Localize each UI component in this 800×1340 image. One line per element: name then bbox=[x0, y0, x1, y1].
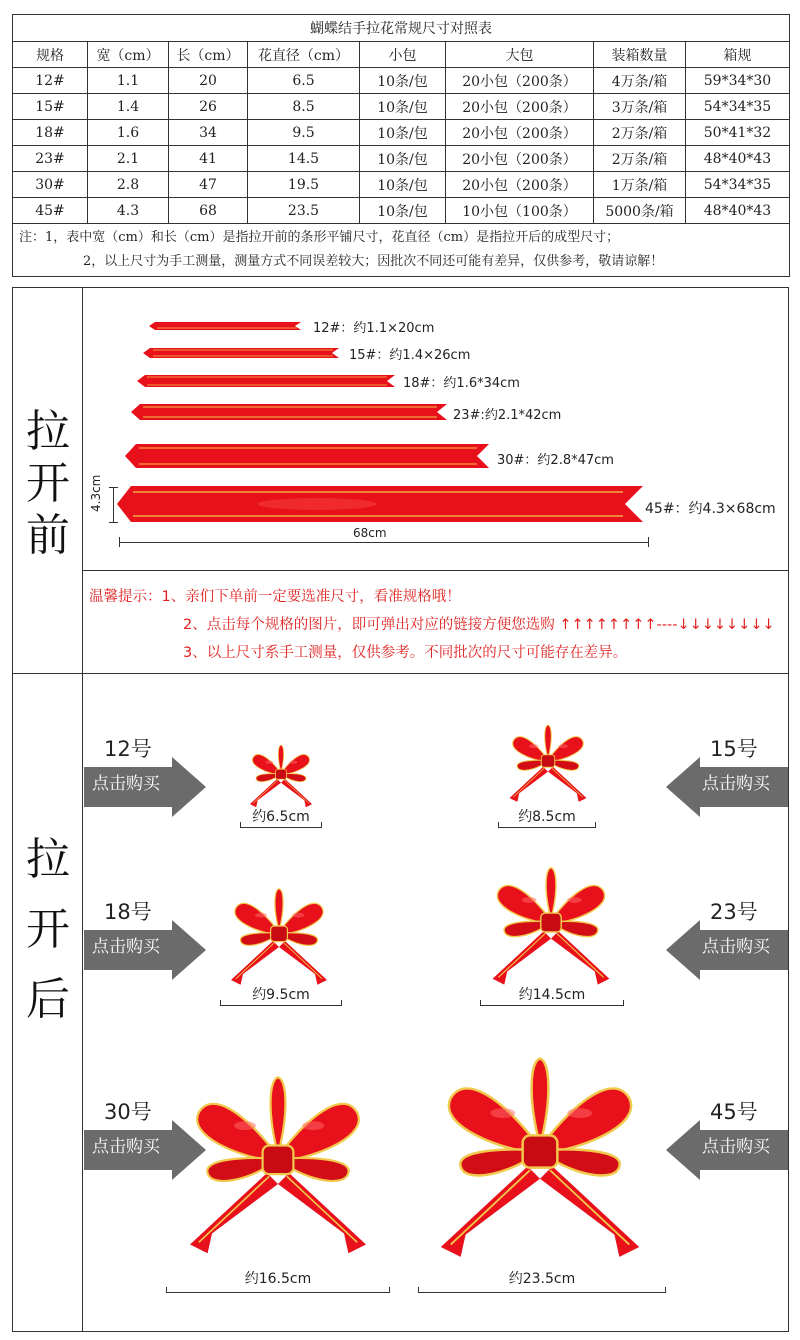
before-side-column bbox=[13, 288, 83, 673]
table-cell: 18# bbox=[13, 120, 88, 146]
table-cell: 1.6 bbox=[88, 120, 169, 146]
table-cell: 8.5 bbox=[248, 94, 360, 120]
tip-1: 温馨提示：1、亲们下单前一定要选准尺寸，看准规格哦！ bbox=[89, 589, 461, 605]
bow-18-image[interactable] bbox=[218, 884, 340, 986]
length-dim-cap bbox=[648, 537, 649, 547]
table-cell: 14.5 bbox=[248, 146, 360, 172]
after-title-char-3: 后 bbox=[26, 974, 70, 1025]
table-row bbox=[13, 146, 790, 172]
before-title-char-2: 开 bbox=[26, 458, 70, 509]
bow-23-image[interactable] bbox=[478, 858, 624, 990]
bow-45-image[interactable] bbox=[416, 1042, 664, 1266]
size-number: 18号 bbox=[104, 900, 152, 924]
ribbon-23-label: 23#:约2.1*42cm bbox=[453, 408, 562, 423]
ribbon-45-label: 45#：约4.3×68cm bbox=[645, 501, 776, 517]
bow-30-image[interactable] bbox=[168, 1068, 388, 1256]
before-panel bbox=[12, 287, 789, 674]
table-cell: 10条/包 bbox=[360, 94, 446, 120]
table-note bbox=[13, 224, 790, 277]
header-cell: 装箱数量 bbox=[594, 42, 686, 68]
header-cell: 小包 bbox=[360, 42, 446, 68]
table-cell: 10条/包 bbox=[360, 172, 446, 198]
table-cell: 54*34*35 bbox=[686, 94, 790, 120]
table-cell: 10条/包 bbox=[360, 146, 446, 172]
table-cell: 48*40*43 bbox=[686, 146, 790, 172]
before-divider bbox=[83, 570, 788, 571]
table-cell: 20小包（200条） bbox=[446, 68, 594, 94]
ribbon-12[interactable] bbox=[149, 320, 301, 332]
table-cell: 1.1 bbox=[88, 68, 169, 94]
buy-button-45[interactable] bbox=[664, 1096, 788, 1170]
length-dim-line bbox=[119, 542, 649, 543]
buy-button-15[interactable] bbox=[664, 733, 788, 807]
table-cell: 45# bbox=[13, 198, 88, 224]
width-dim-cap bbox=[109, 522, 118, 523]
table-cell: 10条/包 bbox=[360, 68, 446, 94]
table-body bbox=[13, 68, 790, 224]
table-cell: 1万条/箱 bbox=[594, 172, 686, 198]
bow-18-dim: 约9.5cm bbox=[252, 987, 310, 1003]
bow-12-image[interactable] bbox=[242, 742, 320, 808]
tip-2: 2、点击每个规格的图片，即可弹出对应的链接方便您选购 ↑↑↑↑↑↑↑↑----↓↓↓↓↓↓↓↓ bbox=[183, 617, 775, 633]
table-cell: 20小包（200条） bbox=[446, 120, 594, 146]
table-cell: 20 bbox=[169, 68, 248, 94]
ribbon-15-label: 15#：约1.4×26cm bbox=[349, 348, 471, 363]
table-cell: 23# bbox=[13, 146, 88, 172]
table-cell: 12# bbox=[13, 68, 88, 94]
table-cell: 20小包（200条） bbox=[446, 94, 594, 120]
table-header-row bbox=[13, 42, 790, 68]
table-row bbox=[13, 198, 790, 224]
table-cell: 6.5 bbox=[248, 68, 360, 94]
table-row bbox=[13, 68, 790, 94]
table-cell: 48*40*43 bbox=[686, 198, 790, 224]
table-cell: 10条/包 bbox=[360, 198, 446, 224]
bow-15-dim: 约8.5cm bbox=[518, 809, 576, 825]
table-caption: 蝴蝶结手拉花常规尺寸对照表 bbox=[13, 15, 790, 42]
table-cell: 4.3 bbox=[88, 198, 169, 224]
table-cell: 2.1 bbox=[88, 146, 169, 172]
table-row bbox=[13, 120, 790, 146]
buy-label: 点击购买 bbox=[92, 774, 160, 794]
bow-12-dim: 约6.5cm bbox=[252, 809, 310, 825]
table-cell: 15# bbox=[13, 94, 88, 120]
size-number: 45号 bbox=[710, 1100, 758, 1124]
size-number: 15号 bbox=[710, 737, 758, 761]
buy-label: 点击购买 bbox=[92, 937, 160, 957]
buy-label: 点击购买 bbox=[702, 937, 770, 957]
ribbon-12-label: 12#：约1.1×20cm bbox=[313, 321, 435, 336]
width-dim-line bbox=[113, 487, 114, 523]
size-number: 23号 bbox=[710, 900, 758, 924]
before-title-char-3: 前 bbox=[26, 510, 70, 561]
length-dim-label: 68cm bbox=[353, 526, 387, 540]
header-cell: 大包 bbox=[446, 42, 594, 68]
table-cell: 4万条/箱 bbox=[594, 68, 686, 94]
table-cell: 2万条/箱 bbox=[594, 120, 686, 146]
table-cell: 2.8 bbox=[88, 172, 169, 198]
size-table bbox=[12, 14, 790, 277]
table-cell: 20小包（200条） bbox=[446, 172, 594, 198]
bow-45-dim: 约23.5cm bbox=[508, 1271, 576, 1287]
ribbon-18-label: 18#：约1.6*34cm bbox=[403, 376, 520, 391]
table-cell: 5000条/箱 bbox=[594, 198, 686, 224]
table-cell: 23.5 bbox=[248, 198, 360, 224]
table-cell: 26 bbox=[169, 94, 248, 120]
header-cell: 箱规 bbox=[686, 42, 790, 68]
ribbon-30-label: 30#：约2.8*47cm bbox=[497, 453, 614, 468]
table-cell: 34 bbox=[169, 120, 248, 146]
length-dim-cap bbox=[119, 537, 120, 547]
after-side-column bbox=[13, 674, 83, 1331]
header-cell: 规格 bbox=[13, 42, 88, 68]
buy-label: 点击购买 bbox=[702, 774, 770, 794]
table-row bbox=[13, 94, 790, 120]
width-dim-label: 4.3cm bbox=[89, 474, 103, 512]
header-cell: 花直径（cm） bbox=[248, 42, 360, 68]
note-line-1: 注：1，表中宽（cm）和长（cm）是指拉开前的条形平铺尺寸，花直径（cm）是指拉开后的成型尺寸； bbox=[19, 230, 620, 245]
table-cell: 59*34*30 bbox=[686, 68, 790, 94]
table-cell: 1.4 bbox=[88, 94, 169, 120]
ribbon-15[interactable] bbox=[143, 346, 339, 360]
size-number: 12号 bbox=[104, 737, 152, 761]
table-cell: 50*41*32 bbox=[686, 120, 790, 146]
size-number: 30号 bbox=[104, 1100, 152, 1124]
header-cell: 长（cm） bbox=[169, 42, 248, 68]
buy-label: 点击购买 bbox=[92, 1137, 160, 1157]
table-cell: 19.5 bbox=[248, 172, 360, 198]
table-cell: 3万条/箱 bbox=[594, 94, 686, 120]
table-cell: 10条/包 bbox=[360, 120, 446, 146]
table-cell: 30# bbox=[13, 172, 88, 198]
buy-button-12[interactable] bbox=[84, 733, 208, 807]
tips-block bbox=[89, 583, 775, 667]
after-title-char-1: 拉 bbox=[26, 834, 70, 885]
table-cell: 68 bbox=[169, 198, 248, 224]
buy-button-18[interactable] bbox=[84, 896, 208, 970]
ribbon-23[interactable] bbox=[131, 402, 447, 422]
table-cell: 10小包（100条） bbox=[446, 198, 594, 224]
ribbon-45[interactable] bbox=[117, 484, 643, 524]
bow-15-image[interactable] bbox=[500, 720, 596, 804]
width-dim-cap bbox=[109, 487, 118, 488]
bow-30-dim: 约16.5cm bbox=[244, 1271, 312, 1287]
table-cell: 2万条/箱 bbox=[594, 146, 686, 172]
table-cell: 54*34*35 bbox=[686, 172, 790, 198]
table-cell: 9.5 bbox=[248, 120, 360, 146]
note-line-2: 2，以上尺寸为手工测量，测量方式不同误差较大；因批次不同还可能有差异，仅供参考，敬请谅解！ bbox=[83, 254, 664, 269]
tip-3: 3、以上尺寸系手工测量，仅供参考。不同批次的尺寸可能存在差异。 bbox=[183, 645, 628, 661]
buy-button-23[interactable] bbox=[664, 896, 788, 970]
table-row bbox=[13, 172, 790, 198]
ribbon-18[interactable] bbox=[137, 373, 395, 389]
header-cell: 宽（cm） bbox=[88, 42, 169, 68]
ribbon-30[interactable] bbox=[125, 442, 489, 470]
table-cell: 41 bbox=[169, 146, 248, 172]
before-title-char-1: 拉 bbox=[26, 406, 70, 457]
table-cell: 47 bbox=[169, 172, 248, 198]
table-cell: 20小包（200条） bbox=[446, 146, 594, 172]
bow-23-dim: 约14.5cm bbox=[518, 987, 586, 1003]
after-title-char-2: 开 bbox=[26, 904, 70, 955]
buy-label: 点击购买 bbox=[702, 1137, 770, 1157]
